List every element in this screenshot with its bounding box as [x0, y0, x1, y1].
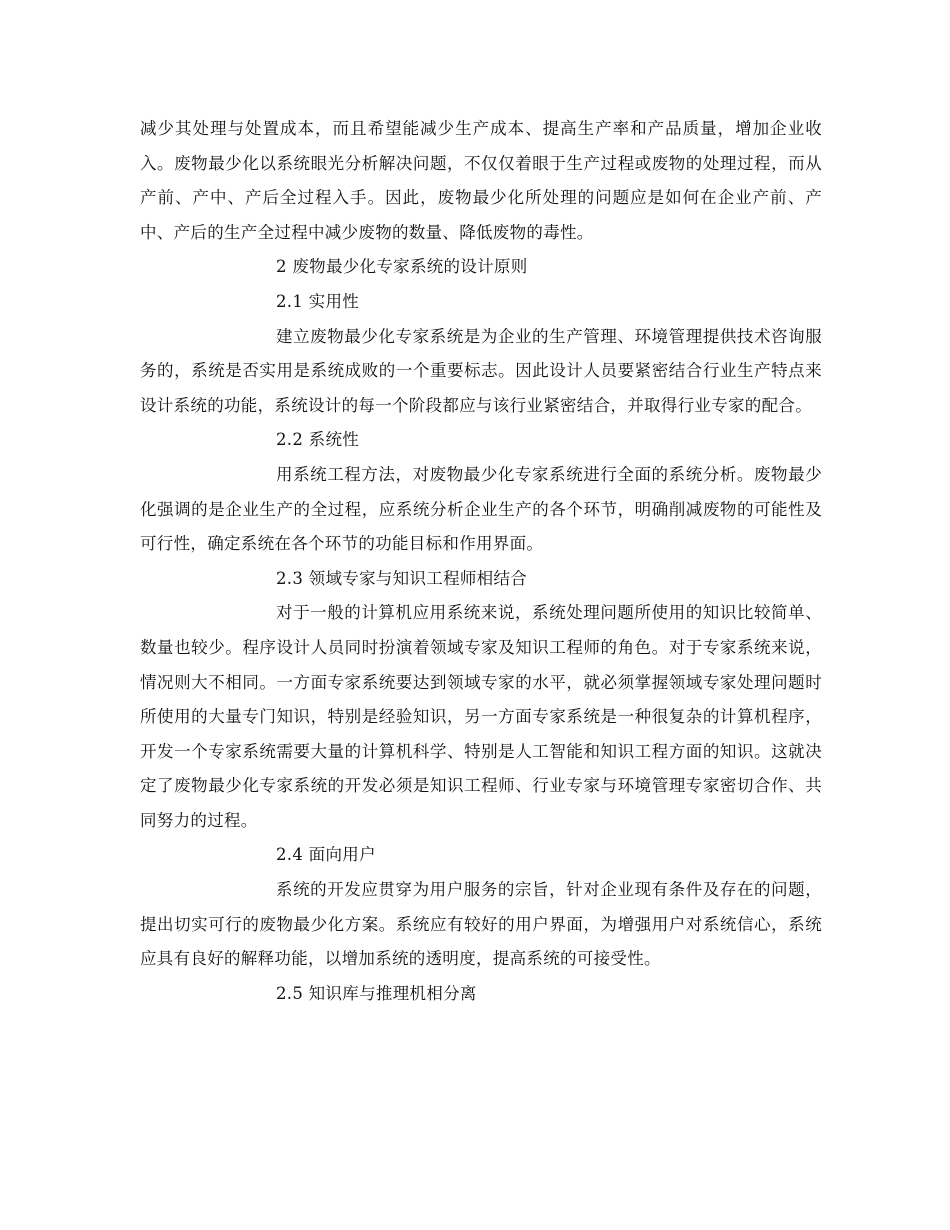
paragraph-continued: 减少其处理与处置成本，而且希望能减少生产成本、提高生产率和产品质量，增加企业收入。废物最少化以系统眼光分析解决问题，不仅仅着眼于生产过程或废物的处理过程，而从产前、产中、产后全过程入手。因此，废物最少化所处理的问题应是如何在企业产前、产中、产后的生产全过程中减少废物的数量、降低废物的毒性。 [140, 119, 822, 242]
paragraph-systematic: 用系统工程方法，对废物最少化专家系统进行全面的系统分析。废物最少化强调的是企业生产的全过程，应系统分析企业生产的各个环节，明确削减废物的可能性及可行性，确定系统在各个环节的功能目标和作用界面。 [140, 464, 822, 554]
paragraph-practicality: 建立废物最少化专家系统是为企业的生产管理、环境管理提供技术咨询服务的，系统是否实用是系统成败的一个重要标志。因此设计人员要紧密结合行业生产特点来设计系统的功能，系统设计的每一个阶段都应与该行业紧密结合，并取得行业专家的配合。 [140, 326, 822, 415]
paragraph-domain-experts: 对于一般的计算机应用系统来说，系统处理问题所使用的知识比较简单、数量也较少。程序设计人员同时扮演着领域专家及知识工程师的角色。对于专家系统来说，情况则大不相同。一方面专家系统要达到领域专家的水平，就必须掌握领域专家处理问题时所使用的大量专门知识，特别是经验知识，另一方面专家系统是一种很复杂的计算机程序，开发一个专家系统需要大量的计算机科学、特别是人工智能和知识工程方面的知识。这就决定了废物最少化专家系统的开发必须是知识工程师、行业专家与环境管理专家密切合作、共同努力的过程。 [140, 603, 822, 830]
subsection-heading-2-2: 2.2 系统性 [276, 430, 360, 450]
subsection-heading-2-3: 2.3 领域专家与知识工程师相结合 [276, 568, 528, 588]
subsection-heading-2-5: 2.5 知识库与推理机相分离 [276, 983, 477, 1003]
document-body [140, 112, 822, 1011]
subsection-heading-2-1: 2.1 实用性 [276, 291, 360, 311]
paragraph-user-oriented: 系统的开发应贯穿为用户服务的宗旨，针对企业现有条件及存在的问题，提出切实可行的废物最少化方案。系统应有较好的用户界面，为增强用户对系统信心，系统应具有良好的解释功能，以增加系统的透明度，提高系统的可接受性。 [140, 880, 822, 969]
section-heading-2: 2 废物最少化专家系统的设计原则 [276, 257, 528, 277]
subsection-heading-2-4: 2.4 面向用户 [276, 845, 376, 865]
